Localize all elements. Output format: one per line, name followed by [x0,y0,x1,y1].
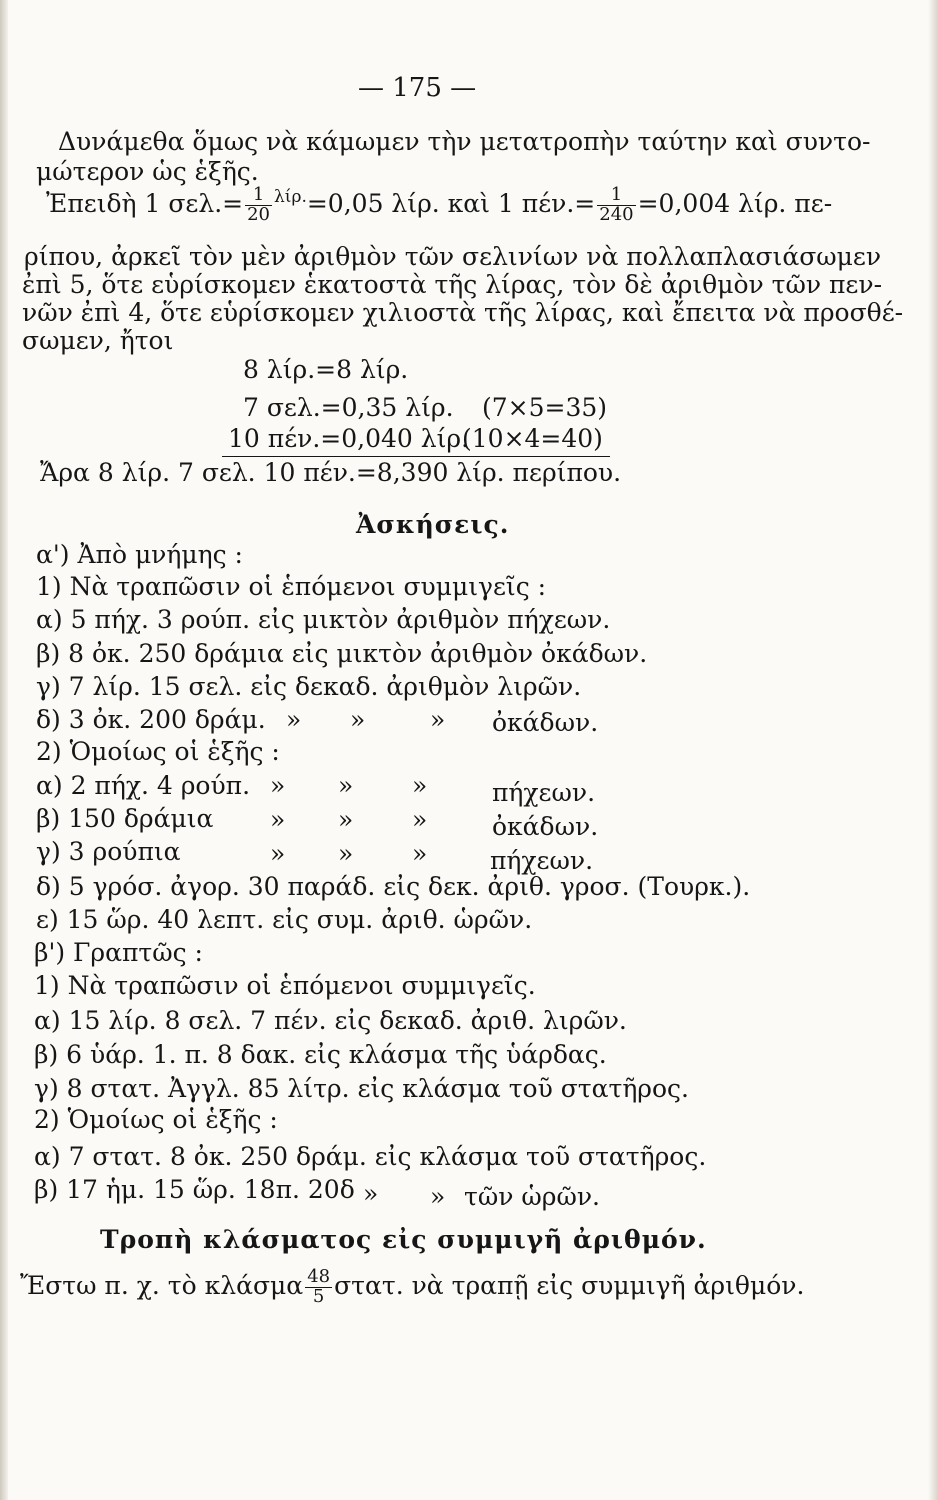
exercise-a1-d-unit: ὀκάδων. [492,708,599,737]
section-line-prefix: Ἔστω π. χ. τὸ κλάσμα [20,1270,304,1300]
exercise-a1-a: α) 5 πήχ. 3 ρούπ. εἰς μικτὸν ἀριθμὸν πήχεων. [36,605,611,634]
intro-line-2: μώτερον ὡς ἑξῆς. [36,157,259,186]
equation-unit-superscript: λίρ. [274,186,307,207]
section-intro-line [20,1268,804,1307]
calc-row-shillings: 7 σελ.=0,35 λίρ. [243,393,454,422]
ditto-mark: » [270,771,286,800]
calc-row-shillings-note: (7×5=35) [482,393,608,422]
exercise-a2-a-unit: πήχεων. [492,778,596,807]
ditto-mark: » [270,805,286,834]
exercise-a1-d: δ) 3 ὀκ. 200 δράμ. [36,705,266,734]
calc-row-pence-note: (10×4=40) [462,424,603,453]
intro-equation [46,186,832,225]
ditto-mark: » [412,771,428,800]
exercise-b1-title: 1) Νὰ τραπῶσιν οἱ ἑπόμενοι συμμιγεῖς. [34,971,536,1000]
calc-row-pence: 10 πέν.=0,040 λίρ. [228,424,470,453]
exercise-b1-b: β) 6 ὑάρ. 1. π. 8 δακ. εἰς κλάσμα τῆς ὑάρδας. [34,1040,607,1069]
exercise-a1-b: β) 8 ὀκ. 250 δράμια εἰς μικτὸν ἀριθμὸν ὀκάδων. [36,639,648,668]
exercise-a2-e: ε) 15 ὥρ. 40 λεπτ. εἰς συμ. ἀριθ. ὡρῶν. [36,905,533,934]
exercises-oral-title: α') Ἀπὸ μνήμης : [36,540,243,569]
exercise-b2-b: β) 17 ἡμ. 15 ὥρ. 18π. 20δ [34,1175,355,1204]
page-right-edge [928,0,938,1500]
exercise-b2-title: 2) Ὁμοίως οἱ ἑξῆς : [34,1105,278,1134]
ditto-mark: » [286,705,302,734]
equation-part-a: Ἐπειδὴ 1 σελ.= [46,188,244,218]
fraction-48-5: $\frac{48}{5}$ [307,1266,331,1307]
intro-line-6: νῶν ἐπὶ 4, ὅτε εὑρίσκομεν χιλιοστὰ τῆς λίρας, καὶ ἔπειτα νὰ προσθέ- [22,298,904,327]
exercise-a1-c: γ) 7 λίρ. 15 σελ. εἰς δεκαδ. ἀριθμὸν λιρῶν. [36,672,582,701]
exercise-b1-c: γ) 8 στατ. Ἀγγλ. 85 λίτρ. εἰς κλάσμα τοῦ στατῆρος. [34,1074,690,1103]
exercise-a2-b: β) 150 δράμια [36,804,214,833]
ditto-mark: » [412,839,428,868]
intro-line-7: σωμεν, ἤτοι [22,326,174,355]
exercise-a2-a: α) 2 πήχ. 4 ρούπ. [36,771,251,800]
exercise-a2-b-unit: ὀκάδων. [492,812,599,841]
equation-part-c: =0,004 λίρ. πε- [637,188,833,218]
exercise-a2-c: γ) 3 ρούπια [36,837,181,866]
equation-part-b: =0,05 λίρ. καὶ 1 πέν.= [306,188,596,218]
exercise-b2-a: α) 7 στατ. 8 ὀκ. 250 δράμ. εἰς κλάσμα τοῦ στατῆρος. [34,1142,707,1171]
fraction-1-20: $\frac{1}{20}$ [247,184,271,225]
page-number: — 175 — [358,73,477,103]
calc-result: Ἄρα 8 λίρ. 7 σελ. 10 πέν.=8,390 λίρ. περίπου. [40,458,622,487]
exercise-b1-a: α) 15 λίρ. 8 σελ. 7 πέν. εἰς δεκαδ. ἀριθ. λιρῶν. [34,1006,627,1035]
intro-line-1: Δυνάμεθα ὅμως νὰ κάμωμεν τὴν μετατροπὴν ταύτην καὶ συντο- [58,127,871,156]
ditto-mark: » [338,771,354,800]
fraction-1-240: $\frac{1}{240}$ [599,184,634,225]
intro-line-4: ρίπου, ἀρκεῖ τὸν μὲν ἀριθμὸν τῶν σελινίων νὰ πολλαπλασιάσωμεν [24,242,882,271]
ditto-mark: » [430,1182,446,1211]
exercise-a1-title: 1) Νὰ τραπῶσιν οἱ ἑπόμενοι συμμιγεῖς : [36,572,547,601]
ditto-mark: » [270,839,286,868]
sum-rule [222,456,610,457]
exercises-heading: Ἀσκήσεις. [356,510,510,539]
exercise-a2-title: 2) Ὁμοίως οἱ ἑξῆς : [36,737,280,766]
ditto-mark: » [350,705,366,734]
ditto-mark: » [338,805,354,834]
exercise-b2-b-unit: τῶν ὡρῶν. [464,1182,600,1211]
section-line-suffix: στατ. νὰ τραπῇ εἰς συμμιγῆ ἀριθμόν. [334,1270,805,1300]
calc-row-pounds: 8 λίρ.=8 λίρ. [243,355,409,384]
ditto-mark: » [430,705,446,734]
exercise-a2-d: δ) 5 γρόσ. ἀγορ. 30 παράδ. εἰς δεκ. ἀριθ. γροσ. (Τουρκ.). [36,872,751,901]
section-heading: Τροπὴ κλάσματος εἰς συμμιγῆ ἀριθμόν. [100,1225,707,1254]
exercises-written-title: β') Γραπτῶς : [34,938,203,967]
intro-line-5: ἐπὶ 5, ὅτε εὑρίσκομεν ἑκατοστὰ τῆς λίρας, τὸν δὲ ἀριθμὸν τῶν πεν- [22,270,883,299]
page-left-edge [0,0,8,1500]
ditto-mark: » [412,805,428,834]
exercise-a2-c-unit: πήχεων. [490,846,594,875]
ditto-mark: » [338,839,354,868]
ditto-mark: » [363,1179,379,1208]
